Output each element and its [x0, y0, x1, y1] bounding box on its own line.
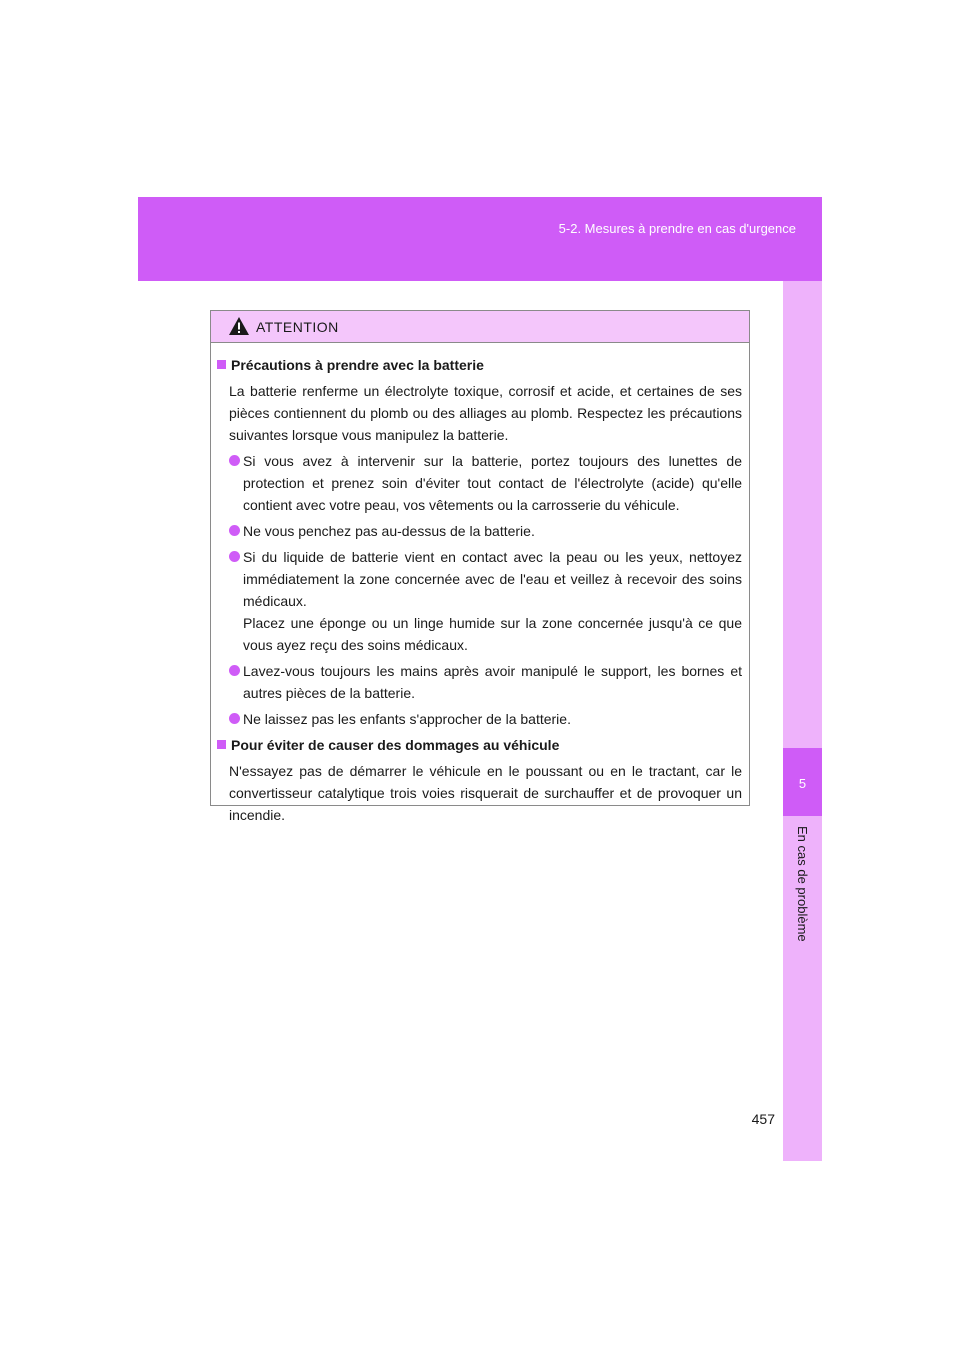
warning-header	[211, 311, 749, 343]
section-intro-battery: La batterie renferme un électrolyte toxique, corrosif et acide, et certaines de ses pièces contiennent du plomb ou des alliages au plomb. Respectez les précautions suivantes lorsque vous manipulez la batterie.	[229, 383, 742, 443]
list-item	[217, 708, 742, 730]
list-item-text: Si vous avez à intervenir sur la batterie, portez toujours des lunettes de protection et prenez soin d'éviter tout contact de l'électrolyte (acide) qu'elle contient avec votre peau, vos vêtements ou la carrosserie du véhicule.	[243, 453, 742, 513]
chapter-title-vertical	[783, 826, 822, 956]
section-heading-battery	[217, 354, 742, 376]
list-item-text: Si du liquide de batterie vient en contact avec la peau ou les yeux, nettoyez immédiatement la zone concernée avec de l'eau et veillez à recevoir des soins médicaux.	[243, 549, 742, 609]
list-item	[217, 546, 742, 656]
square-bullet-icon	[217, 740, 226, 749]
list-item-text: Lavez-vous toujours les mains après avoir manipulé le support, les bornes et autres pièces de la batterie.	[243, 663, 742, 701]
chapter-title: En cas de problème	[795, 826, 810, 942]
section-title: 5-2. Mesures à prendre en cas d'urgence	[558, 221, 796, 236]
chapter-number-tab	[783, 748, 822, 816]
section-header-band	[138, 197, 822, 281]
round-bullet-icon	[229, 665, 240, 676]
section-intro-vehicle: N'essayez pas de démarrer le véhicule en le poussant ou en le tractant, car le convertisseur catalytique trois voies risquerait de surchauffer et de provoquer un incendie.	[229, 763, 742, 823]
list-item-text: Ne laissez pas les enfants s'approcher de la batterie.	[243, 711, 571, 727]
round-bullet-icon	[229, 713, 240, 724]
square-bullet-icon	[217, 360, 226, 369]
list-item	[217, 660, 742, 704]
list-item-text: Ne vous penchez pas au-dessus de la batterie.	[243, 523, 535, 539]
page-number: 457	[751, 1111, 775, 1127]
list-item-extra-text: Placez une éponge ou un linge humide sur la zone concernée jusqu'à ce que vous ayez reçu des soins médicaux.	[243, 615, 742, 653]
list-item	[217, 520, 742, 542]
section-heading-vehicle	[217, 734, 742, 756]
round-bullet-icon	[229, 455, 240, 466]
section-heading-text: Pour éviter de causer des dommages au véhicule	[231, 737, 560, 753]
warning-triangle-icon	[228, 316, 250, 336]
warning-body	[211, 343, 749, 826]
warning-box	[210, 310, 750, 823]
list-item	[217, 450, 742, 516]
round-bullet-icon	[229, 551, 240, 562]
chapter-side-tab	[783, 281, 822, 1161]
section-heading-text: Précautions à prendre avec la batterie	[231, 357, 484, 373]
round-bullet-icon	[229, 525, 240, 536]
chapter-number: 5	[798, 776, 807, 791]
warning-title: ATTENTION	[256, 319, 339, 335]
